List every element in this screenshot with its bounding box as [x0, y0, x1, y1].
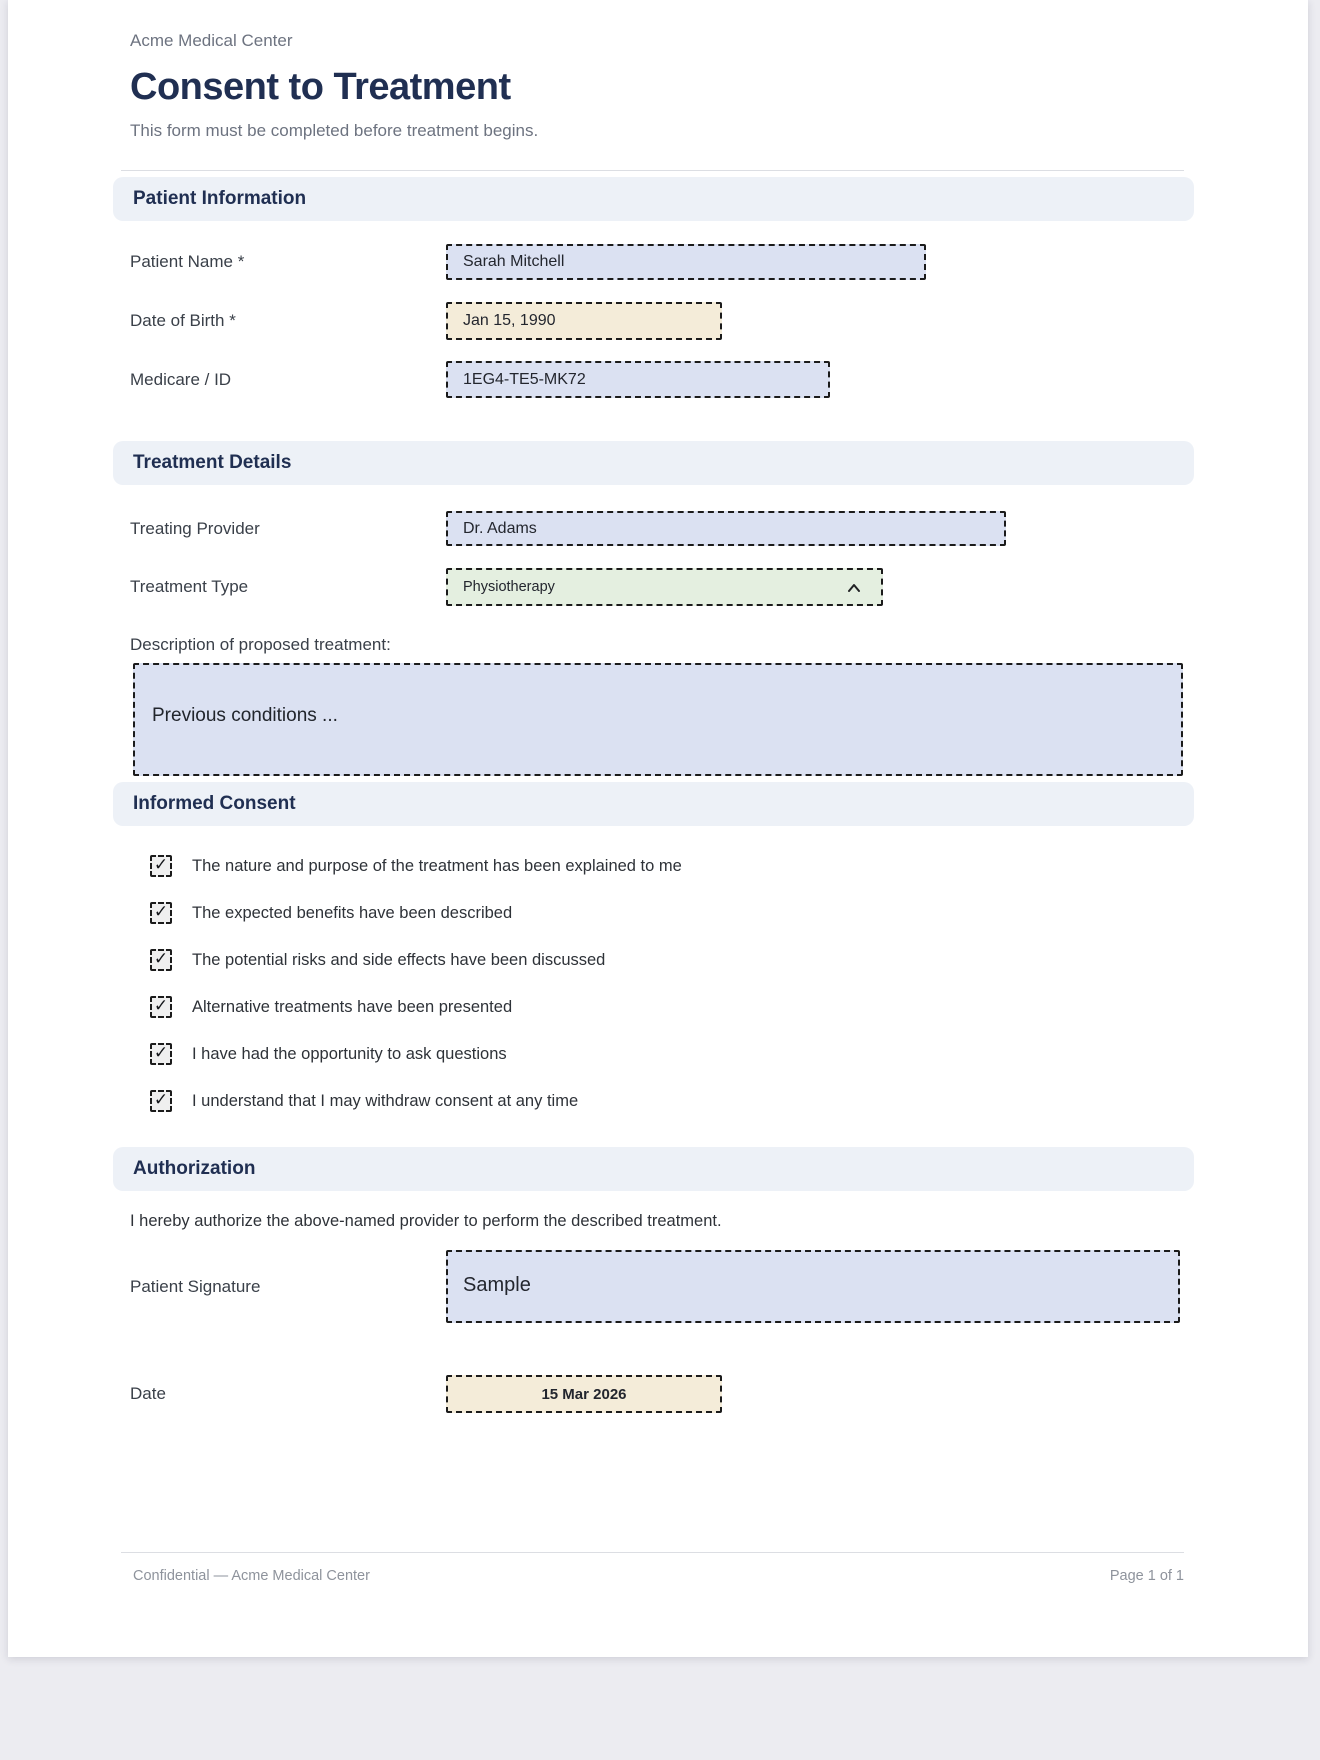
check-icon: ✓ [153, 1043, 169, 1062]
section-heading-text: Authorization [133, 1158, 256, 1179]
consent-item-label: Alternative treatments have been presented [192, 997, 513, 1016]
consent-item [113, 1089, 1194, 1113]
org-name: Acme Medical Center [130, 31, 293, 50]
medicare-id-value: 1EG4-TE5-MK72 [463, 370, 586, 388]
treatment-type-select[interactable] [446, 568, 883, 606]
consent-item [113, 1042, 1194, 1066]
section-treatment-details [113, 441, 1194, 485]
treatment-type-label: Treatment Type [130, 577, 249, 596]
date-input[interactable] [446, 1375, 722, 1413]
signature-input[interactable] [446, 1250, 1180, 1323]
patient-name-value: Sarah Mitchell [463, 253, 565, 270]
date-value: 15 Mar 2026 [541, 1385, 627, 1403]
medicare-id-input[interactable] [446, 361, 830, 398]
medicare-id-row [113, 361, 1194, 398]
check-icon: ✓ [153, 1090, 169, 1109]
description-label: Description of proposed treatment: [130, 635, 391, 654]
chevron-up-icon [847, 583, 861, 592]
section-authorization [113, 1147, 1194, 1191]
checkbox-checked[interactable] [150, 996, 172, 1018]
provider-label: Treating Provider [130, 518, 260, 538]
checkbox-checked[interactable] [150, 902, 172, 924]
signature-value: Sample [463, 1274, 531, 1296]
check-icon: ✓ [153, 902, 169, 921]
footer-page-number: Page 1 of 1 [1109, 1568, 1184, 1584]
check-icon: ✓ [153, 949, 169, 968]
authorization-statement: I hereby authorize the above-named provider to perform the described treatment. [130, 1212, 722, 1230]
consent-item [113, 854, 1194, 878]
date-label: Date [130, 1384, 166, 1403]
date-row [113, 1375, 1194, 1413]
check-icon: ✓ [153, 855, 169, 874]
medicare-id-label: Medicare / ID [130, 369, 232, 389]
section-informed-consent [113, 782, 1194, 826]
footer-confidential-text: Confidential — Acme Medical Center [133, 1568, 370, 1584]
form-content [113, 0, 1194, 1586]
consent-item-label: The nature and purpose of the treatment has been explained to me [192, 856, 682, 875]
section-heading-text: Informed Consent [133, 793, 296, 814]
consent-item-label: I have had the opportunity to ask questions [192, 1044, 507, 1063]
consent-item [113, 901, 1194, 925]
consent-item-label: The potential risks and side effects have been discussed [192, 950, 606, 969]
dob-input[interactable] [446, 302, 722, 340]
document-page [8, 0, 1308, 1657]
consent-item-label: I understand that I may withdraw consent at any time [192, 1091, 579, 1110]
check-icon: ✓ [153, 996, 169, 1015]
checkbox-checked[interactable] [150, 1090, 172, 1112]
checkbox-checked[interactable] [150, 855, 172, 877]
section-heading-text: Patient Information [133, 188, 307, 209]
section-heading-text: Treatment Details [133, 452, 292, 473]
signature-label: Patient Signature [130, 1276, 261, 1296]
patient-name-row [113, 244, 1194, 280]
provider-row [113, 511, 1194, 546]
dob-label: Date of Birth * [130, 311, 236, 330]
consent-item [113, 948, 1194, 972]
dob-row [113, 302, 1194, 340]
footer-divider [121, 1552, 1184, 1553]
checkbox-checked[interactable] [150, 1043, 172, 1065]
consent-item-label: The expected benefits have been described [192, 903, 513, 922]
header-divider [121, 170, 1184, 171]
checkbox-checked[interactable] [150, 949, 172, 971]
description-textarea[interactable] [133, 663, 1183, 776]
provider-input[interactable] [446, 511, 1006, 546]
page-footer [113, 1566, 1194, 1586]
provider-value: Dr. Adams [463, 519, 537, 537]
treatment-type-value: Physiotherapy [463, 579, 555, 595]
description-value: Previous conditions ... [152, 705, 338, 726]
treatment-type-row [113, 568, 1194, 606]
patient-name-label: Patient Name * [130, 252, 245, 271]
signature-row [113, 1250, 1194, 1323]
page-subtitle: This form must be completed before treatment begins. [130, 121, 539, 140]
page-title: Consent to Treatment [130, 66, 511, 108]
dob-value: Jan 15, 1990 [463, 312, 556, 329]
patient-name-input[interactable] [446, 244, 926, 280]
section-patient-information [113, 177, 1194, 221]
consent-item [113, 995, 1194, 1019]
